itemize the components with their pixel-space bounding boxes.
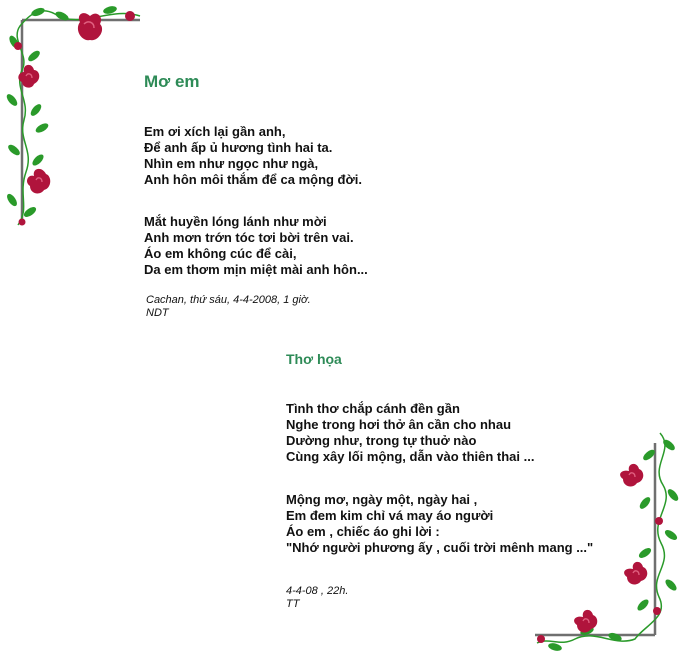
- poem-2-stanza-1: [286, 401, 534, 465]
- poem-line: Anh mơn trớn tóc tơi bời trên vai.: [144, 230, 354, 245]
- signature-author: TT: [286, 598, 300, 610]
- poem-line: Da em thơm mịn miệt mài anh hôn...: [144, 262, 368, 277]
- poem-line: Để anh ấp ủ hương tình hai ta.: [144, 140, 333, 155]
- rose-icon: [78, 13, 102, 40]
- poem-2-stanza-2: [286, 492, 593, 556]
- poem-1-stanza-2: [144, 214, 368, 278]
- poem-2-title: Thơ họa: [286, 351, 342, 367]
- poem-line: Áo em , chiếc áo ghi lời :: [286, 524, 440, 539]
- poem-line: Tình thơ chắp cánh đền gần: [286, 401, 460, 416]
- rose-icon: [620, 464, 643, 487]
- signature-date-time: 4-4-08 , 22h.: [286, 585, 349, 597]
- signature-place-date: Cachan, thứ sáu, 4-4-2008, 1 giờ.: [146, 294, 311, 306]
- poem-line: Nhìn em như ngọc như ngà,: [144, 156, 319, 171]
- rose-corner-decoration-top-left: [0, 0, 150, 235]
- poem-line: Em đem kim chỉ vá may áo người: [286, 508, 494, 523]
- poem-line: Em ơi xích lại gần anh,: [144, 124, 286, 139]
- poem-1-stanza-1: [144, 124, 362, 188]
- poem-line: Mộng mơ, ngày một, ngày hai ,: [286, 492, 478, 507]
- poem-line: Mắt huyền lóng lánh như mời: [144, 214, 327, 229]
- poem-2-signature: [286, 585, 348, 611]
- poem-1-title: Mơ em: [144, 72, 200, 91]
- signature-author: NDT: [146, 307, 169, 319]
- poem-line: "Nhớ người phương ấy , cuối trời mênh mang ...": [286, 540, 594, 555]
- poem-line: Cùng xây lối mộng, dẫn vào thiên thai ...: [286, 449, 535, 464]
- poem-1-signature: [146, 294, 311, 320]
- poem-line: Dường như, trong tự thuở nào: [286, 433, 477, 448]
- rose-icon: [574, 610, 597, 633]
- rose-icon: [27, 169, 50, 194]
- poem-line: Nghe trong hơi thở ân cần cho nhau: [286, 417, 512, 432]
- poem-line: Áo em không cúc để cài,: [144, 246, 297, 261]
- rose-icon: [624, 562, 647, 585]
- rose-icon: [125, 11, 135, 21]
- poem-line: Anh hôn môi thắm để ca mộng đời.: [144, 172, 362, 187]
